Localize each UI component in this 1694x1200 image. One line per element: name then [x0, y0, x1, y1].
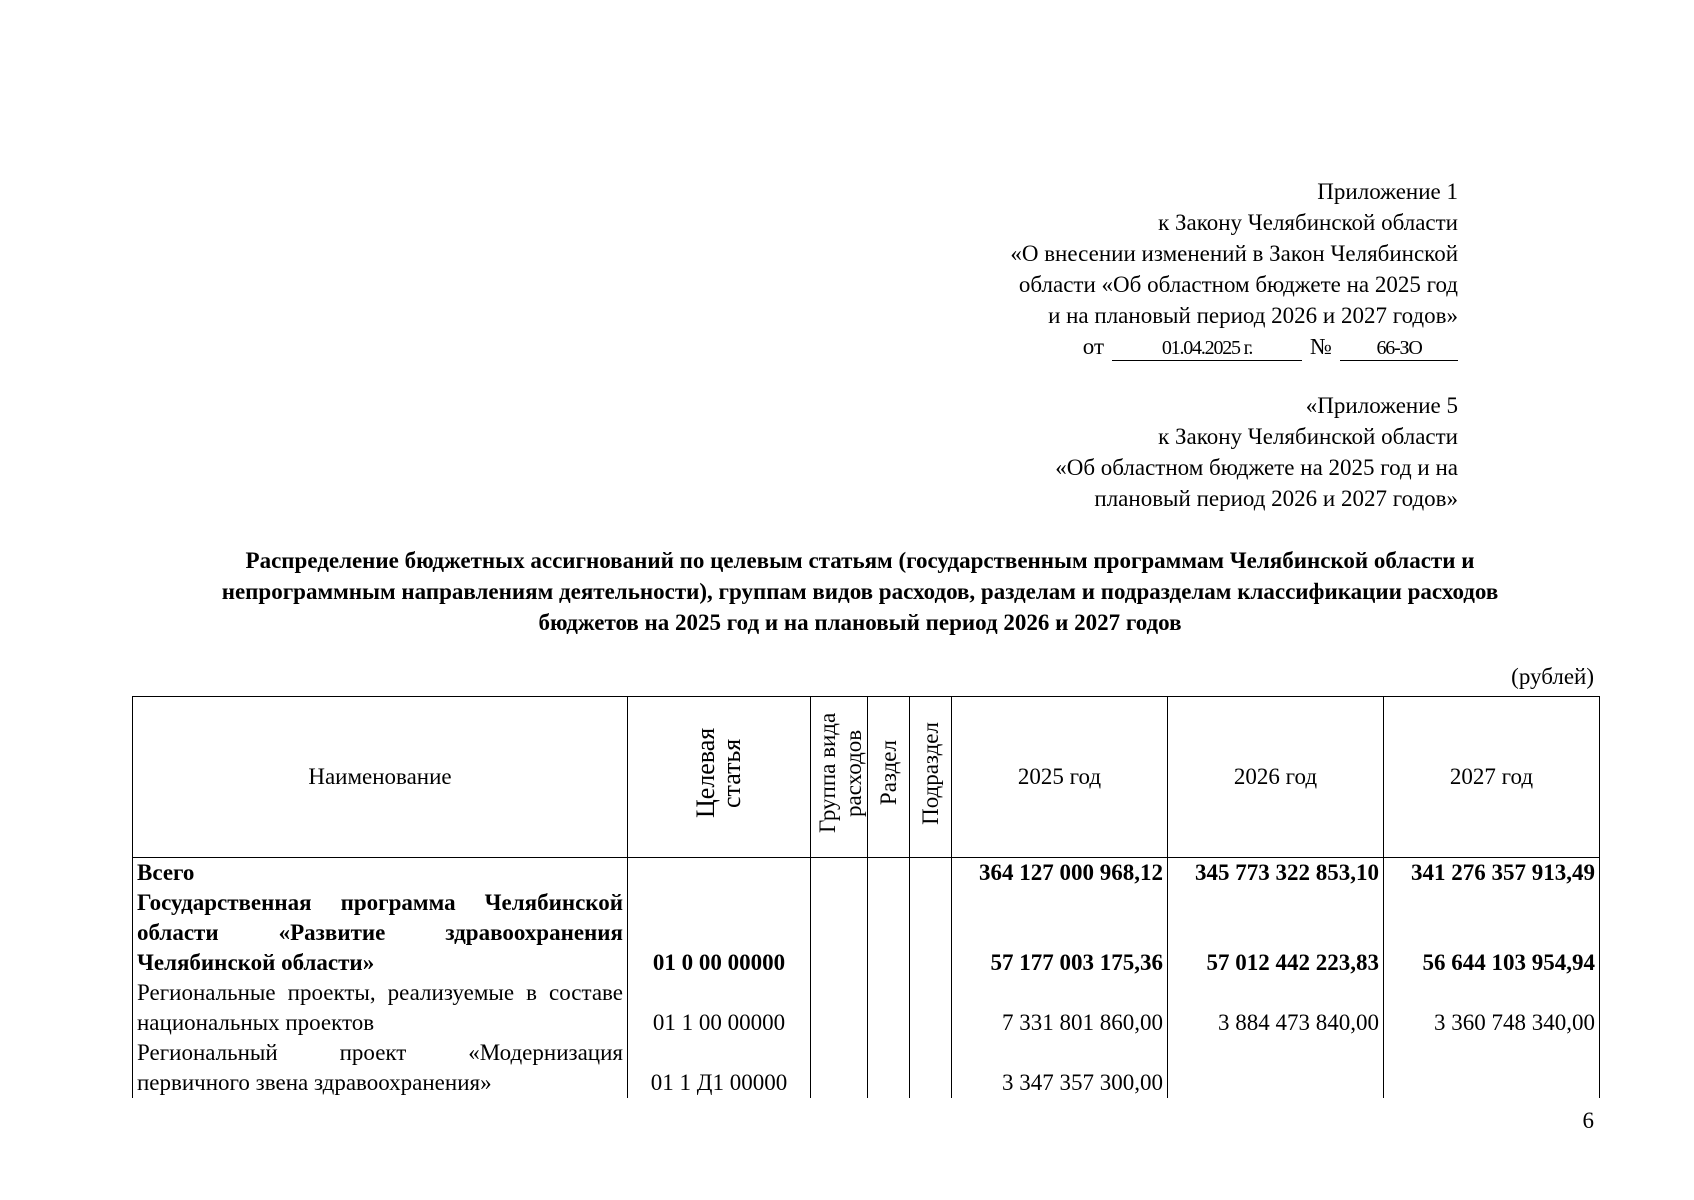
header-target-article: Целевая статья [628, 697, 811, 858]
table-row [133, 858, 1600, 889]
row-expense-group [811, 858, 868, 889]
row-expense-group [811, 1038, 868, 1098]
table-row [133, 1038, 1600, 1098]
row-value-2027: 56 644 103 954,94 [1384, 888, 1600, 978]
appendix-5-header [1055, 390, 1458, 514]
title-line: бюджетов на 2025 год и на плановый период 2026 и 2027 годов [538, 610, 1182, 635]
row-section [868, 858, 910, 889]
row-subsection [910, 888, 952, 978]
row-name: Региональные проекты, реализуемые в составе национальных проектов [133, 978, 628, 1038]
header-section: Раздел [868, 697, 910, 858]
row-name: Всего [133, 858, 628, 889]
row-subsection [910, 1038, 952, 1098]
row-name: Государственная программа Челябинской области «Развитие здравоохранения Челябинской области» [133, 888, 628, 978]
date-prefix: от [1082, 334, 1105, 359]
appendix-1-line: Приложение 1 [1317, 179, 1458, 204]
date-value: 01.04.2025 г. [1112, 336, 1302, 361]
row-value-2026: 3 884 473 840,00 [1168, 978, 1384, 1038]
appendix-1-line: «О внесении изменений в Закон Челябинской [1010, 241, 1458, 266]
row-value-2027 [1384, 1038, 1600, 1098]
table-row [133, 888, 1600, 978]
row-value-2027: 3 360 748 340,00 [1384, 978, 1600, 1038]
title-line: Распределение бюджетных ассигнований по целевым статьям (государственным программам Челябинской области и [245, 548, 1475, 573]
row-subsection [910, 978, 952, 1038]
row-code [628, 858, 811, 889]
appendix-5-line: «Об областном бюджете на 2025 год и на [1055, 455, 1458, 480]
row-subsection [910, 858, 952, 889]
header-subsection: Подраздел [910, 697, 952, 858]
header-expense-group: Группа вида расходов [811, 697, 868, 858]
appendix-5-line: к Закону Челябинской области [1158, 424, 1458, 449]
row-value-2025: 57 177 003 175,36 [952, 888, 1168, 978]
row-value-2026: 57 012 442 223,83 [1168, 888, 1384, 978]
row-section [868, 978, 910, 1038]
date-number-line [1010, 331, 1458, 362]
unit-label: (рублей) [1511, 664, 1594, 689]
row-section [868, 888, 910, 978]
row-value-2025: 7 331 801 860,00 [952, 978, 1168, 1038]
row-value-2025: 364 127 000 968,12 [952, 858, 1168, 889]
appendix-1-line: области «Об областном бюджете на 2025 год [1018, 272, 1458, 297]
row-expense-group [811, 888, 868, 978]
appendix-5-line: плановый период 2026 и 2027 годов» [1094, 486, 1458, 511]
appendix-1-header [1010, 176, 1458, 362]
budget-table [132, 696, 1600, 1098]
row-code: 01 0 00 00000 [628, 888, 811, 978]
appendix-1-line: к Закону Челябинской области [1158, 210, 1458, 235]
document-title [120, 545, 1600, 638]
row-code: 01 1 Д1 00000 [628, 1038, 811, 1098]
number-prefix: № [1310, 334, 1332, 359]
header-year-2027: 2027 год [1384, 697, 1600, 858]
appendix-5-line: «Приложение 5 [1305, 393, 1458, 418]
row-section [868, 1038, 910, 1098]
table-header-row [133, 697, 1600, 858]
page-number: 6 [1582, 1108, 1594, 1133]
header-year-2025: 2025 год [952, 697, 1168, 858]
row-code: 01 1 00 00000 [628, 978, 811, 1038]
row-value-2026: 345 773 322 853,10 [1168, 858, 1384, 889]
row-value-2027: 341 276 357 913,49 [1384, 858, 1600, 889]
row-value-2025: 3 347 357 300,00 [952, 1038, 1168, 1098]
table-row [133, 978, 1600, 1038]
appendix-1-line: и на плановый период 2026 и 2027 годов» [1048, 303, 1458, 328]
row-expense-group [811, 978, 868, 1038]
row-value-2026 [1168, 1038, 1384, 1098]
number-value: 66-ЗО [1340, 336, 1458, 361]
row-name: Региональный проект «Модернизация первичного звена здравоохранения» [133, 1038, 628, 1098]
header-year-2026: 2026 год [1168, 697, 1384, 858]
header-name: Наименование [133, 697, 628, 858]
title-line: непрограммным направлениям деятельности), группам видов расходов, разделам и подразделам классификации расходов [221, 579, 1499, 604]
